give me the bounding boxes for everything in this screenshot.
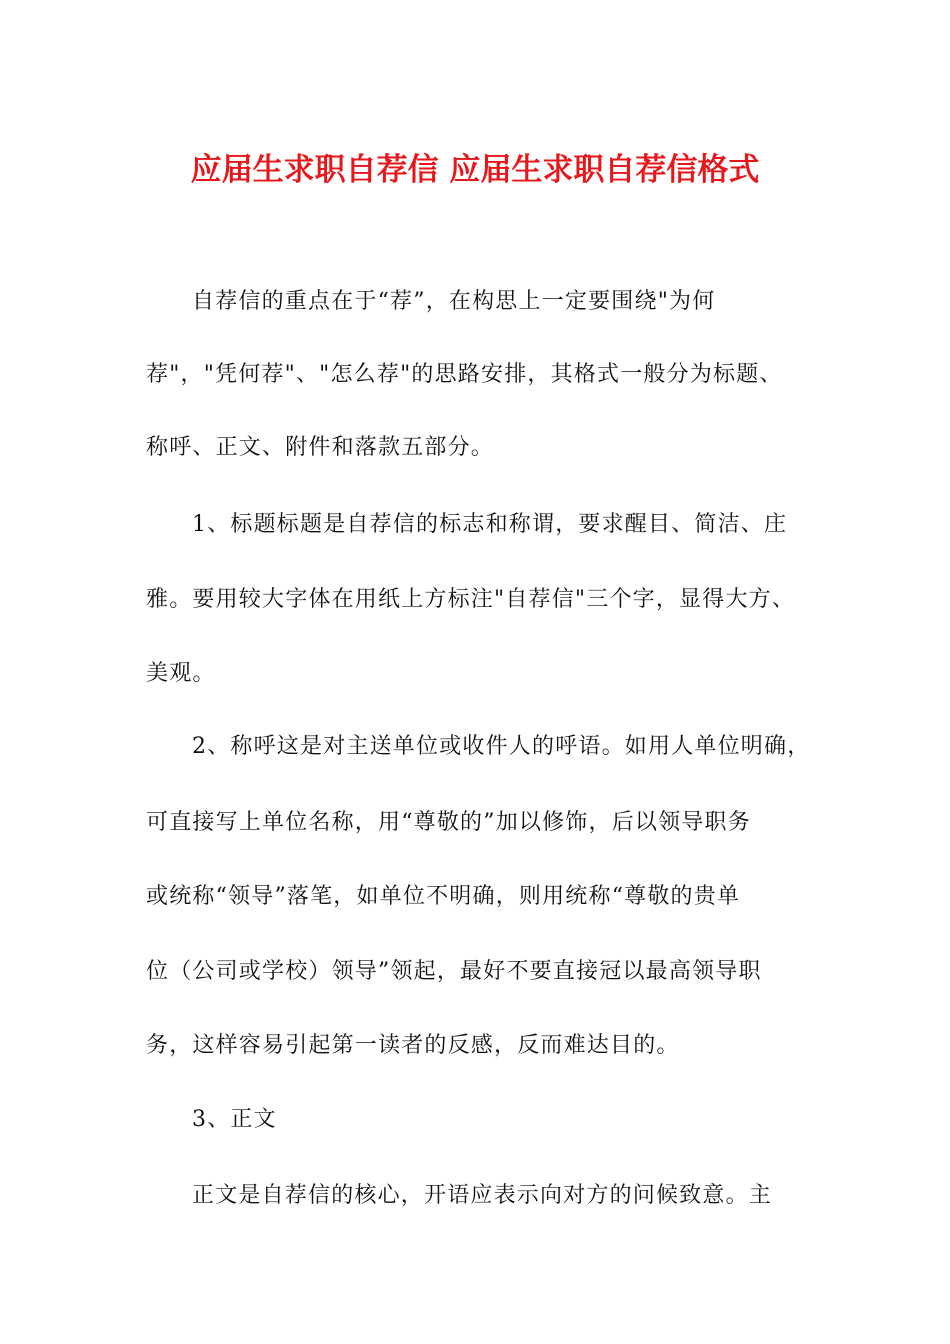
body-line-8: 可直接写上单位名称，用“尊敬的”加以修饰，后以领导职务 (146, 810, 751, 835)
body-line-5: 雅。要用较大字体在用纸上方标注"自荐信"三个字，显得大方、 (146, 587, 796, 612)
body-line-10: 位（公司或学校）领导”领起，最好不要直接冠以最高领导职 (146, 959, 762, 984)
body-line-7: 2、称呼这是对主送单位或收件人的呼语。如用人单位明确， (192, 734, 811, 759)
body-line-4: 1、标题标题是自荐信的标志和称谓，要求醒目、简洁、庄 (192, 512, 788, 537)
body-line-1: 自荐信的重点在于“荐”，在构思上一定要围绕"为何 (192, 289, 716, 314)
body-line-3: 称呼、正文、附件和落款五部分。 (146, 435, 495, 460)
body-line-12: 3、正文 (192, 1107, 277, 1132)
body-line-2: 荐"，"凭何荐"、"怎么荐"的思路安排，其格式一般分为标题、 (146, 362, 783, 387)
body-line-6: 美观。 (146, 661, 216, 686)
document-title: 应届生求职自荐信 应届生求职自荐信格式 (190, 152, 760, 188)
body-line-11: 务，这样容易引起第一读者的反感，反而难达目的。 (146, 1033, 680, 1058)
body-line-9: 或统称“领导”落笔，如单位不明确，则用统称“尊敬的贵单 (146, 884, 741, 909)
body-line-13: 正文是自荐信的核心，开语应表示向对方的问候致意。主 (192, 1183, 773, 1208)
